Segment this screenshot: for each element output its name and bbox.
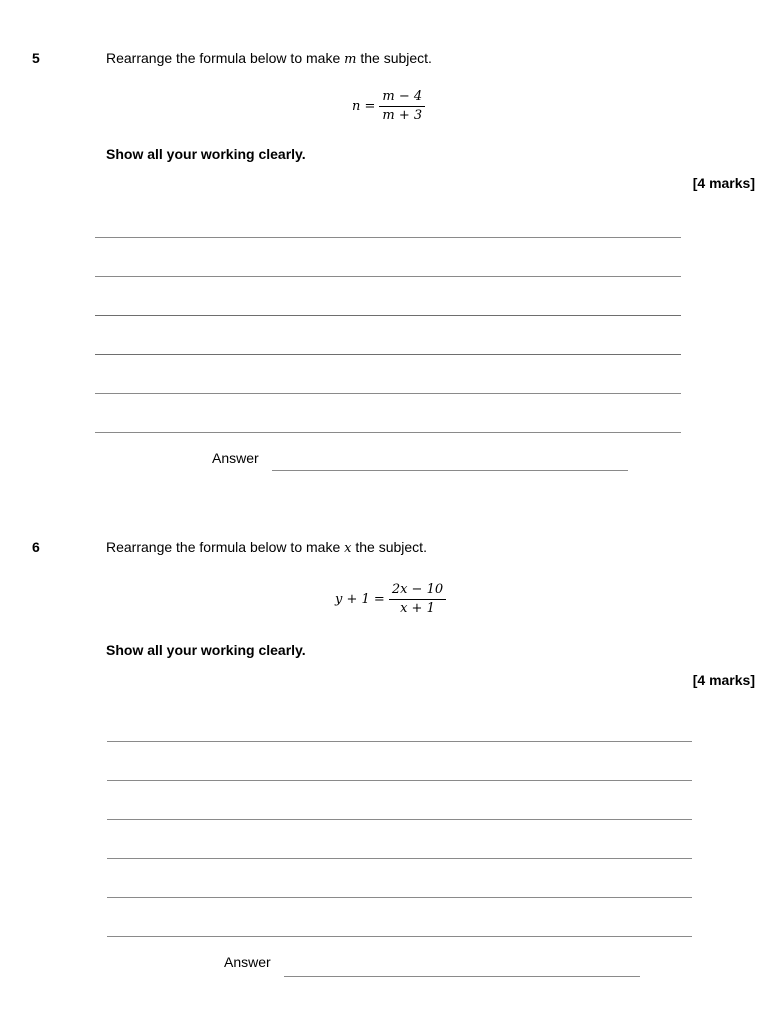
marks-label: [4 marks] [692, 672, 755, 688]
working-line [107, 780, 692, 781]
formula [352, 88, 425, 125]
answer-label: Answer [212, 450, 259, 466]
subject-variable: x [344, 541, 352, 556]
question-number: 6 [32, 539, 40, 555]
prompt-text: Rearrange the formula below to make [106, 539, 341, 555]
working-line [107, 819, 692, 820]
working-line [95, 354, 681, 355]
formula-fraction [379, 88, 425, 125]
formula-lhs: y + 1 = [335, 592, 385, 607]
formula-fraction [389, 581, 446, 618]
question-number: 5 [32, 50, 40, 66]
working-line [95, 276, 681, 277]
formula-lhs: n = [352, 99, 376, 114]
answer-label: Answer [224, 954, 271, 970]
working-instruction: Show all your working clearly. [106, 642, 306, 658]
formula [335, 581, 446, 618]
working-line [95, 432, 681, 433]
prompt-text: Rearrange the formula below to make [106, 50, 341, 66]
formula-numerator: m − 4 [382, 89, 423, 104]
formula-denominator: m + 3 [382, 108, 423, 123]
marks-label: [4 marks] [692, 175, 755, 191]
working-line [107, 858, 692, 859]
working-line [95, 237, 681, 238]
prompt-text-end: the subject. [355, 539, 427, 555]
working-line [107, 936, 692, 937]
subject-variable: m [344, 52, 357, 67]
working-line [95, 315, 681, 316]
working-line [107, 741, 692, 742]
formula-denominator: x + 1 [400, 601, 435, 616]
formula-numerator: 2x − 10 [391, 582, 444, 597]
answer-line[interactable] [272, 470, 628, 471]
question-prompt [106, 50, 432, 67]
prompt-text-end: the subject. [360, 50, 432, 66]
answer-line[interactable] [284, 976, 640, 977]
working-line [107, 897, 692, 898]
working-line [95, 393, 681, 394]
working-instruction: Show all your working clearly. [106, 146, 306, 162]
question-prompt [106, 539, 427, 556]
